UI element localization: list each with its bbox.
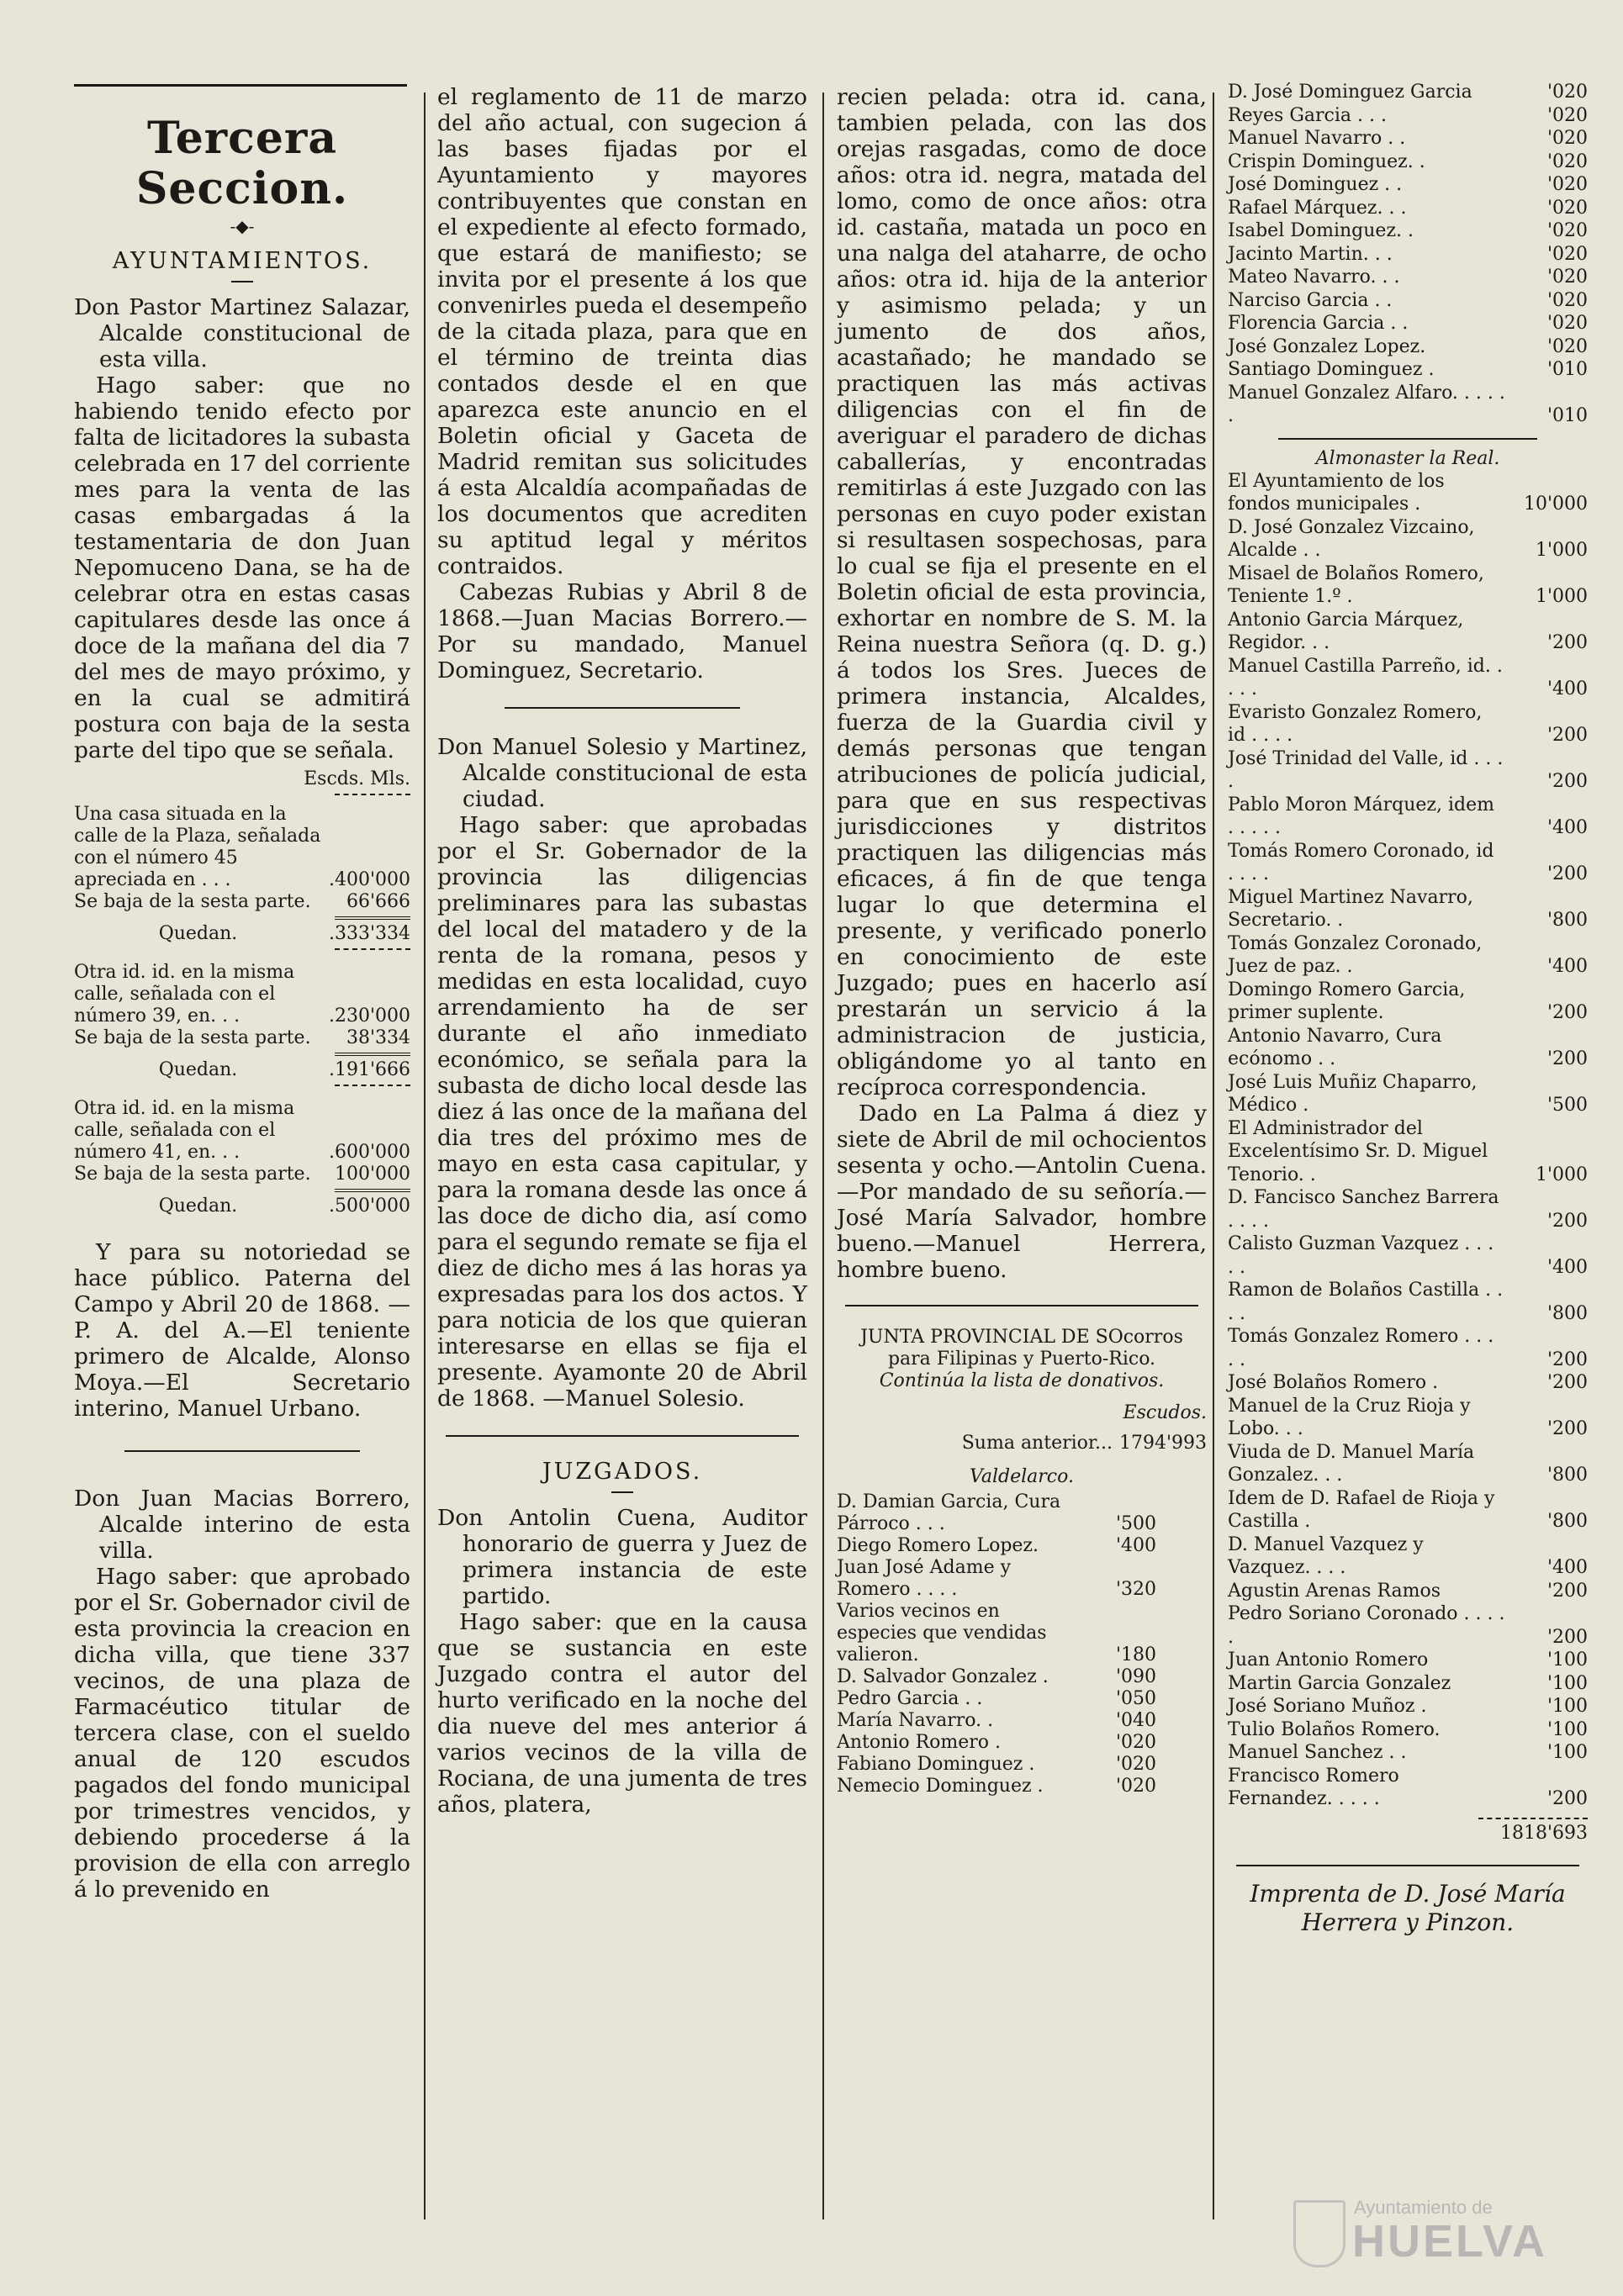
donor-row: Idem de D. Rafael de Rioja y Castilla . '800 [1228,1487,1588,1532]
property-item-2: Otra id. id. en la misma calle, señalada con el número 39, en. . . .230'000 Se baja de la sesta parte. 38'334 Quedan. .191'666 [74,962,410,1080]
notice-1-close: Y para su notoriedad se hace público. Paterna del Campo y Abril 20 de 1868. —P. A. del A.—El teniente primero de Alcalde, Alonso Moya.—El Secretario interino, Manuel Urbano. [74,1239,410,1422]
donor-row: Reyes Garcia . . . '020 [1228,104,1588,126]
donor-row: Pedro Garcia . . '050 [837,1688,1156,1709]
notice-3-body: Hago saber: que aprobadas por el Sr. Gobernador de la provincia las diligencias preliminares para las subastas del local del matadero y de la renta de la romana, pesos y medidas en esta localidad, cuyo arrendamiento ha de ser durante el año inmediato económico, se señala para la subasta de dicho local desde las diez á las once de la mañana del dia tres del próximo mes de mayo en esta casa capitular, y para la romana desde las once á las doce de dicho dia, así como para el segundo remate se fija el diez de dicho mes á las horas ya expresadas para los dos actos. Y para noticia de los que quieran interesarse en ellas se fija el presente. Ayamonte 20 de Abril de 1868. —Manuel Solesio. [437,812,807,1412]
donor-row: Rafael Márquez. . . '020 [1228,197,1588,219]
donor-row: Tulio Bolaños Romero. '100 [1228,1718,1588,1740]
notice-1-body: Hago saber: que no habiendo tenido efecto por falta de licitadores la subasta celebrada en 17 del corriente mes para la venta de las casas embargadas á la testamentaria de don Juan Nepomuceno Dana, se ha de celebrar otra en estas casas capitulares desde las once á doce de la mañana del dia 7 del mes de mayo próximo, y en la cual se admitirá postura con baja de la sesta parte del tipo que se señala. [74,372,410,763]
top-rule [74,84,407,87]
donor-row: D. Manuel Vazquez y Vazquez. . . . '400 [1228,1533,1588,1578]
donor-row: Pablo Moron Márquez, idem . . . . . '400 [1228,794,1588,838]
notice-2-close: Cabezas Rubias y Abril 8 de 1868.—Juan Macias Borrero.—Por su mandado, Manuel Dominguez, Secretario. [437,579,807,684]
donor-row: Tomás Gonzalez Coronado, Juez de paz. . '400 [1228,932,1588,977]
town-almonaster: Almonaster la Real. [1315,447,1500,469]
column-4 [1228,81,1588,1937]
donor-row: María Navarro. . '040 [837,1710,1156,1731]
archive-watermark: Ayuntamiento de HUELVA [1293,2195,1571,2271]
donor-row: Misael de Bolaños Romero, Teniente 1.º . 1'000 [1228,562,1588,607]
donor-row: Tomás Romero Coronado, id . . . . '200 [1228,840,1588,884]
section-title: Tercera Seccion. [135,113,349,214]
donor-row: Martin Garcia Gonzalez '100 [1228,1672,1588,1694]
coat-of-arms-icon [1293,2200,1345,2267]
donor-row: Francisco Romero Fernandez. . . . . '200 [1228,1765,1588,1809]
donor-row: D. Fancisco Sanchez Barrera . . . . '200 [1228,1187,1588,1232]
notice-2-continued: el reglamento de 11 de marzo del año actual, con sugecion á las bases fijadas por el Ayuntamiento y mayores contribuyentes que constan en el expediente al efecto formado, que estará de manifiesto; se invita por el presente á los que convenirles pueda el desempeño de la citada plaza, para que en el término de treinta dias contados desde el en que aparezca este anuncio en el Boletin oficial y Gaceta de Madrid remitan sus solicitudes á esta Alcaldía acompañadas de los documentos que acrediten su aptitud legal y méritos contraidos. [437,84,807,579]
donor-list-almonaster [1228,470,1588,1811]
donor-row: D. José Gonzalez Vizcaino, Alcalde . . 1'000 [1228,516,1588,561]
donor-list-valdelarco-cont [1228,81,1588,428]
donor-row: Viuda de D. Manuel María Gonzalez. . . '800 [1228,1441,1588,1486]
donor-row: Antonio Navarro, Cura ecónomo . . '200 [1228,1025,1588,1069]
junta-heading: JUNTA PROVINCIAL DE SOcorros para Filipinas y Puerto-Rico. [860,1327,1183,1370]
column-divider [822,92,824,2219]
notice-2-heading: Don Juan Macias Borrero, Alcalde interino de esta villa. [74,1486,410,1564]
notice-4-close: Dado en La Palma á diez y siete de Abril de mil ochocientos sesenta y ocho.—Antolin Cuena.—Por mandado de su señoría.—José María Salvador, hombre bueno.—Manuel Herrera, hombre bueno. [837,1100,1207,1283]
ornament: -◆- [230,216,255,236]
donor-row: Agustin Arenas Ramos '200 [1228,1580,1588,1602]
donor-row: José Bolaños Romero . '200 [1228,1372,1588,1393]
column-2 [437,84,807,1818]
notice-4-heading: Don Antolin Cuena, Auditor honorario de guerra y Juez de primera instancia de este partido. [437,1505,807,1609]
notice-4-continued: recien pelada: otra id. cana, tambien pelada, con las dos orejas rasgadas, como de doce años: otra id. negra, matada del lomo, como de once años: otra id. castaña, matada un poco en una nalga del ataharre, de ocho años: otra id. hija de la anterior y asimismo pelada; y un jumento de dos años, acastañado; he mandado se practiquen las más activas diligencias con el fin de averiguar el paradero de dichas caballerías, y encontradas remitirlas á este Juzgado con las personas en cuyo poder existan si resultasen sospechosas, para lo cual se fija el presente en el Boletin oficial de esta provincia, exhortar en nombre de S. M. la Reina nuestra Señora (q. D. g.) á todos los Sres. Jueces de primera instancia, Alcaldes, fuerza de la Guardia civil y demás personas que tengan atribuciones de policía judicial, para que en sus respectivas jurisdicciones y distritos practiquen las diligencias más eficaces, á fin de que tenga lugar lo que determina el presente, y verificado ponerlo en conocimiento de este Juzgado; pues en hacerlo así prestarán un servicio á la administracion de justicia, obligándome yo al tanto en recíproca correspondencia. [837,84,1207,1100]
donor-row: Tomás Gonzalez Romero . . . . . '200 [1228,1326,1588,1370]
donor-row: Nemecio Dominguez . '020 [837,1776,1156,1797]
donor-row: Santiago Dominguez . '010 [1228,359,1588,380]
column-divider [424,92,426,2219]
donor-row: Miguel Martinez Navarro, Secretario. . '800 [1228,886,1588,931]
printer-imprint: Imprenta de D. José María Herrera y Pinzon. [1250,1879,1566,1936]
column-divider [1213,92,1214,2219]
donor-row: Antonio Garcia Márquez, Regidor. . . '200 [1228,609,1588,653]
notice-4-body: Hago saber: que en la causa que se sustancia en este Juzgado contra el autor del hurto verificado en la noche del dia nueve del mes anterior á varios vecinos de la villa de Rociana, de una jumenta de tres años, platera, [437,1609,807,1818]
donor-row: José Dominguez . . '020 [1228,174,1588,195]
donor-row: Manuel Castilla Parreño, id. . . . . '400 [1228,655,1588,699]
donor-row: Varios vecinos en especies que vendidas valieron. '180 [837,1601,1156,1665]
donor-row: Isabel Dominguez. . '020 [1228,220,1588,241]
donor-row: D. Salvador Gonzalez . '090 [837,1666,1156,1687]
town-valdelarco: Valdelarco. [970,1466,1074,1487]
donor-row: Narciso Garcia . . '020 [1228,289,1588,311]
property-item-1: Una casa situada en la calle de la Plaza, señalada con el número 45 apreciada en . . . .400'000 Se baja de la sesta parte. 66'666 Quedan. .333'334 [74,804,410,944]
donor-row: D. Damian Garcia, Cura Párroco . . . '500 [837,1491,1156,1534]
donor-row: Florencia Garcia . . '020 [1228,313,1588,334]
donor-list-valdelarco [837,1491,1207,1797]
column-3 [837,84,1207,1797]
donor-row: Manuel de la Cruz Rioja y Lobo. . . '200 [1228,1395,1588,1439]
donor-row: José Gonzalez Lopez. '020 [1228,335,1588,357]
donor-row: Manuel Navarro . . '020 [1228,128,1588,149]
donor-row: El Administrador del Excelentísimo Sr. D. Miguel Tenorio. . 1'000 [1228,1117,1588,1185]
donor-row: Manuel Sanchez . . '100 [1228,1742,1588,1763]
donor-row: Diego Romero Lopez. '400 [837,1535,1156,1556]
notice-3-heading: Don Manuel Solesio y Martinez, Alcalde constitucional de esta ciudad. [437,734,807,812]
donor-row: José Luis Muñiz Chaparro, Médico . '500 [1228,1071,1588,1116]
property-item-3: Otra id. id. en la misma calle, señalada con el número 41, en. . . .600'000 Se baja de la sesta parte. 100'000 Quedan. .500'000 [74,1098,410,1217]
column-1 [74,84,410,1903]
donor-row: Juan Antonio Romero '100 [1228,1649,1588,1671]
donor-row: José Trinidad del Valle, id . . . . '200 [1228,747,1588,792]
donor-row: El Ayuntamiento de los fondos municipales . 10'000 [1228,470,1588,515]
junta-subheading: Continúa la lista de donativos. [879,1370,1165,1391]
donor-row: Evaristo Gonzalez Romero, id . . . . '200 [1228,701,1588,746]
subsection-ayuntamientos: AYUNTAMIENTOS. [112,248,373,274]
donor-row: Calisto Guzman Vazquez . . . . . '400 [1228,1233,1588,1278]
donations-total: 1818'693 [1499,1822,1588,1844]
donor-row: Crispin Dominguez. . '020 [1228,150,1588,172]
donor-row: Ramon de Bolaños Castilla . . . . '800 [1228,1280,1588,1324]
suma-anterior: Suma anterior... 1794'993 [961,1433,1207,1454]
donor-row: D. José Dominguez Garcia '020 [1228,82,1588,103]
donor-row: José Soriano Muñoz . '100 [1228,1696,1588,1717]
donor-row: Pedro Soriano Coronado . . . . . '200 [1228,1603,1588,1648]
donor-row: Domingo Romero Garcia, primer suplente. '200 [1228,979,1588,1023]
notice-1-heading: Don Pastor Martinez Salazar, Alcalde constitucional de esta villa. [74,294,410,372]
escudos-header: Escds. Mls. [304,768,410,789]
donor-row: Juan José Adame y Romero . . . . '320 [837,1557,1156,1600]
donor-row: Jacinto Martin. . . '020 [1228,243,1588,265]
escudos-label: Escudos. [1123,1402,1207,1423]
notice-2-body: Hago saber: que aprobado por el Sr. Gobernador civil de esta provincia la creacion en dicha villa, que tiene 337 vecinos, de una plaza de Farmacéutico titular de tercera clase, con el sueldo anual de 120 escudos pagados del fondo municipal por trimestres vencidos, y debiendo procederse á la provision de ella con arreglo á lo prevenido en [74,1564,410,1903]
donor-row: Fabiano Dominguez . '020 [837,1754,1156,1775]
donor-row: Antonio Romero . '020 [837,1732,1156,1753]
subsection-juzgados: JUZGADOS. [542,1459,703,1485]
donor-row: Mateo Navarro. . . '020 [1228,267,1588,288]
donor-row: Manuel Gonzalez Alfaro. . . . . . '010 [1228,382,1588,426]
